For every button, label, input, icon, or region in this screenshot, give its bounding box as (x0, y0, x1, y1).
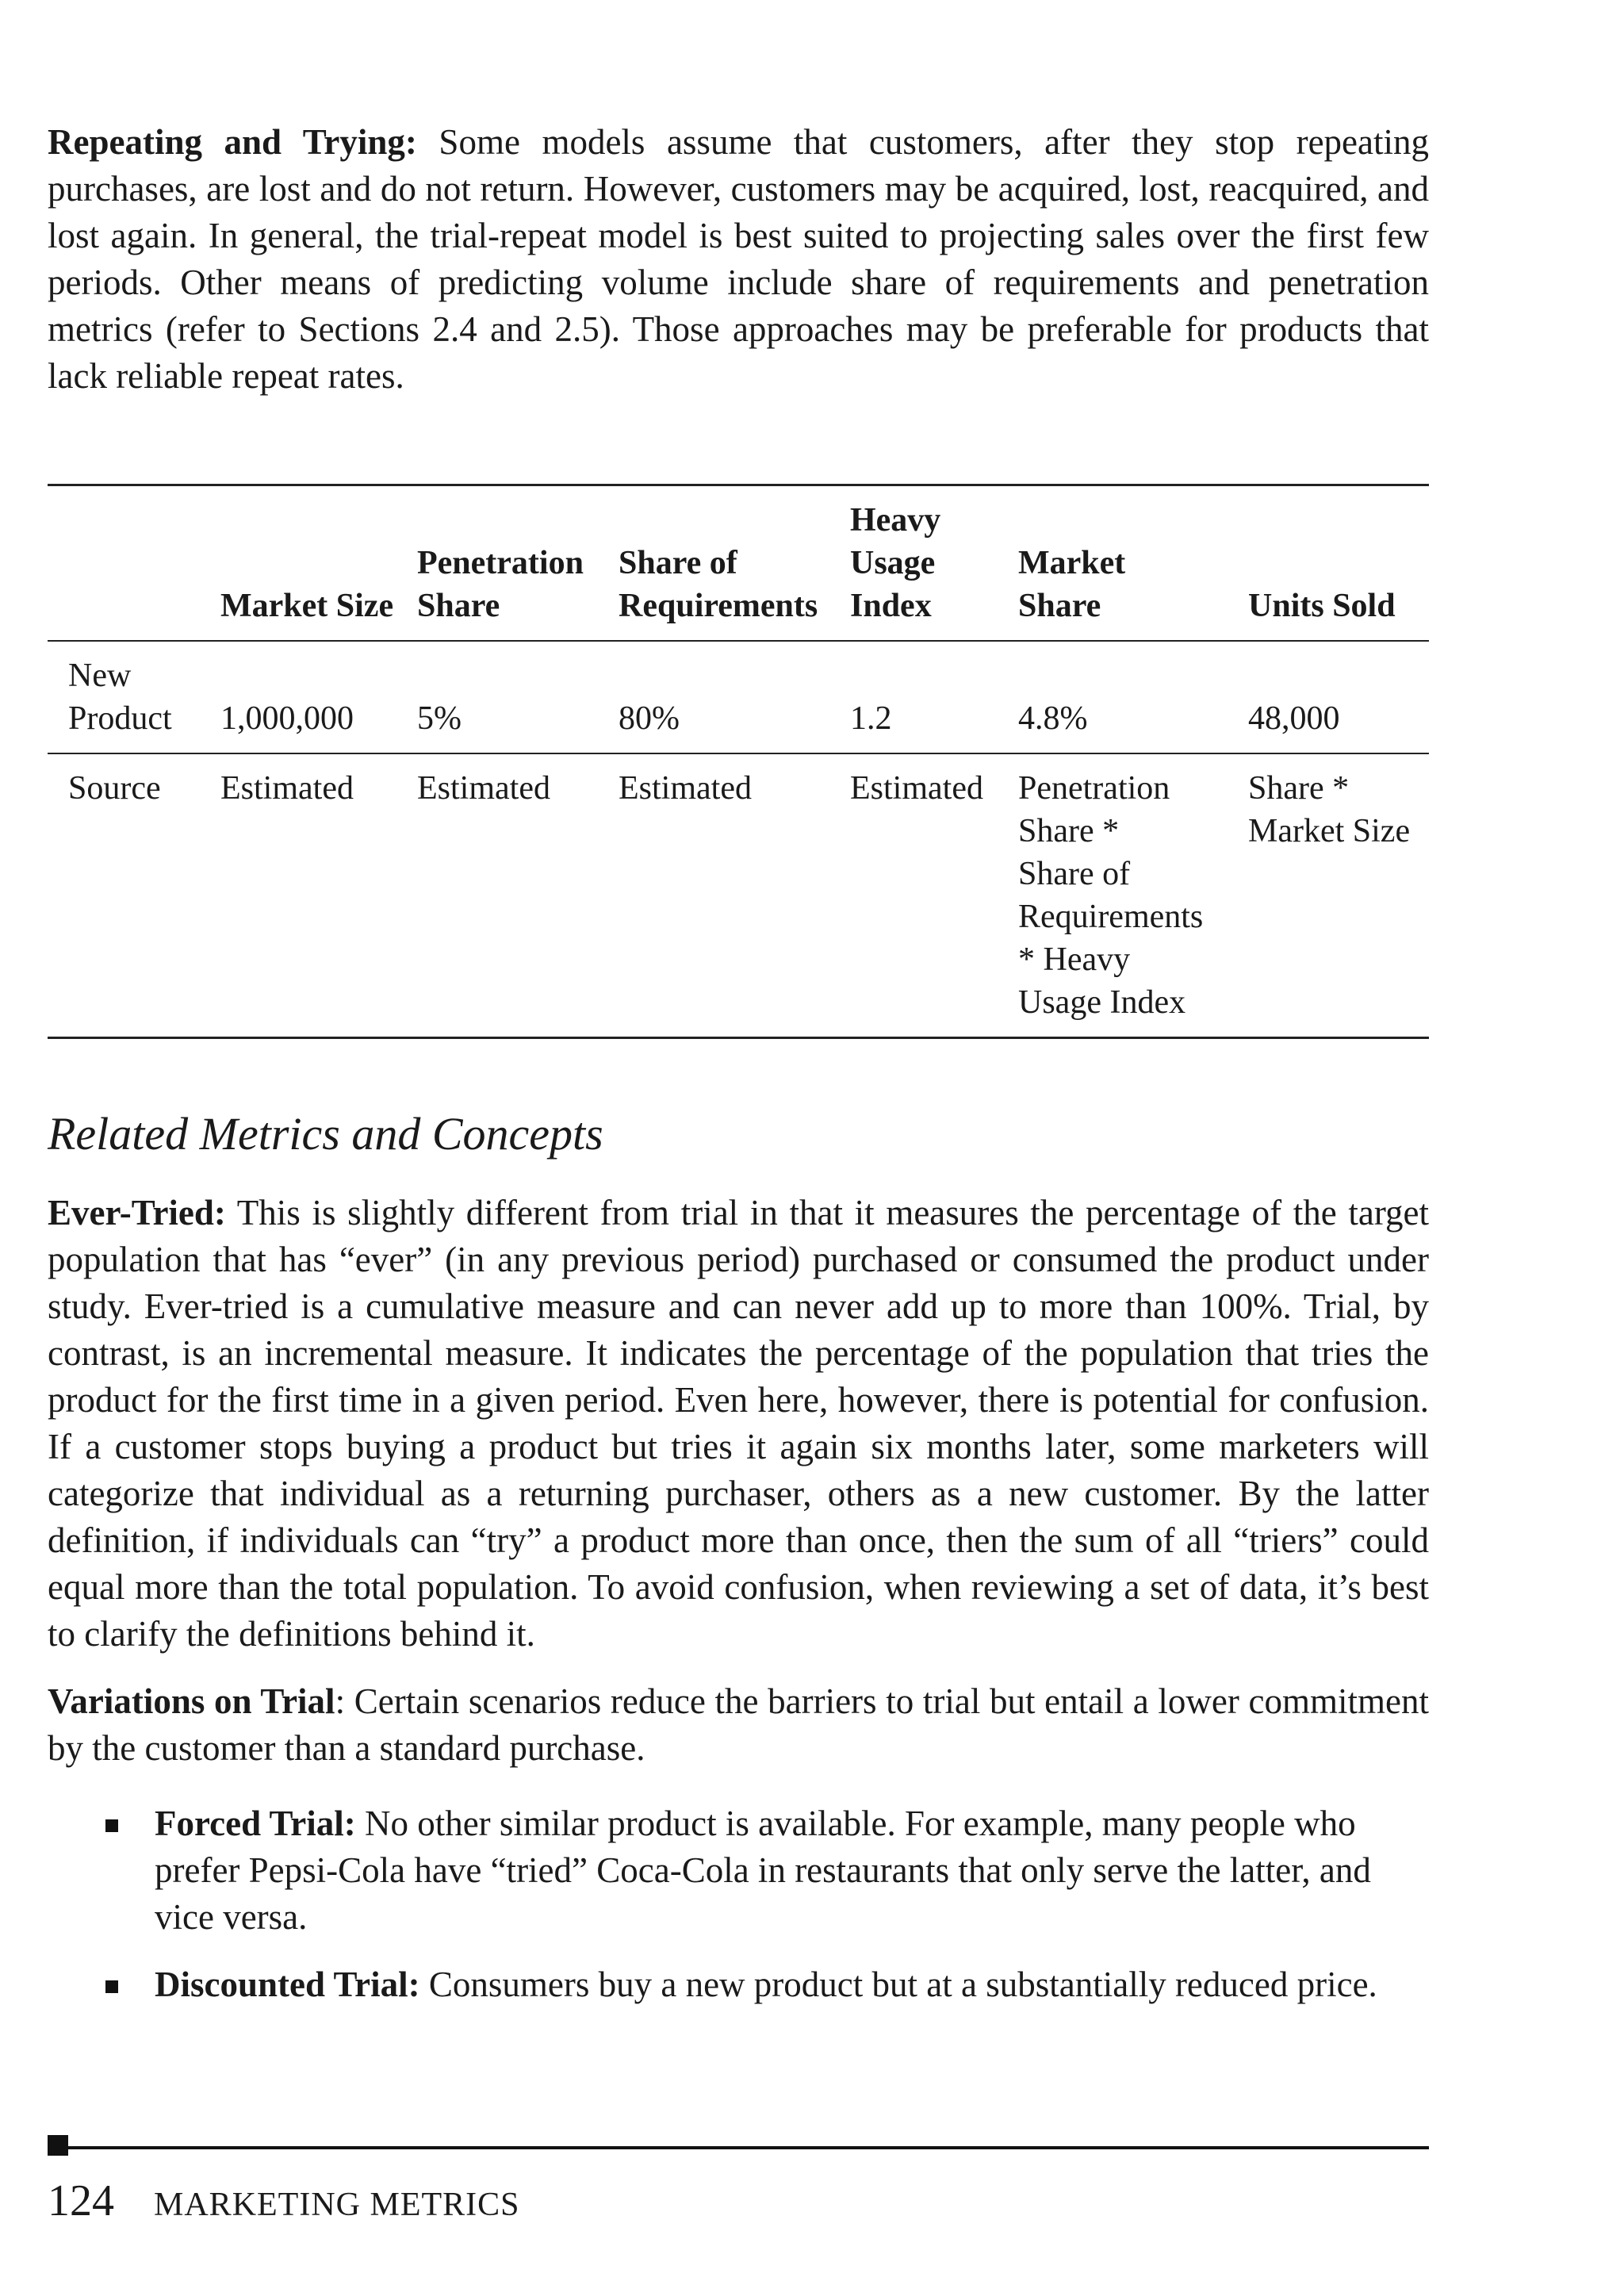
table-header-cell: Share of Requirements (619, 545, 818, 624)
bullet-text: Consumers buy a new product but at a substantially reduced price. (419, 1965, 1377, 2004)
table-cell: Estimated (619, 770, 752, 807)
list-item (155, 1961, 1429, 2008)
table-header-cell: Heavy Usage Index (850, 502, 941, 624)
table-cell: New Product (68, 657, 172, 737)
table-cell: Share * Market Size (1248, 770, 1411, 849)
list-item (155, 1800, 1429, 1941)
bullet-lead: Forced Trial: (155, 1804, 356, 1843)
table-header-cell (48, 485, 220, 642)
footer-rule (48, 2146, 1429, 2149)
bullet-square-icon (105, 1980, 118, 1993)
table-cell: Source (68, 770, 161, 807)
table-cell: 48,000 (1248, 700, 1340, 737)
table-cell: 1,000,000 (220, 700, 354, 737)
bullet-lead: Discounted Trial: (155, 1965, 420, 2004)
table-header-row (48, 485, 1429, 642)
table-cell: 1.2 (850, 700, 892, 737)
paragraph-text: Some models assume that customers, after they stop repeating purchases, are lost and do not return. However, customers may be acquired, lost, reacquired, and lost again. In general, the trial-repeat model is best suited to projecting sales over the first few periods. Other means of predicting volume include share of requirements and penetration metrics (refer to Sections 2.4 and 2.5). Those approaches may be preferable for products that lack reliable repeat rates. (48, 122, 1429, 396)
table-cell: 80% (619, 700, 680, 737)
intro-section (48, 119, 1429, 400)
table-cell: 5% (417, 700, 462, 737)
footer-square-icon (48, 2135, 68, 2156)
page-number: 124 (48, 2176, 114, 2225)
table-cell: Estimated (417, 770, 550, 807)
bullet-text: No other similar product is available. For example, many people who prefer Pepsi-Cola have “tried” Coca-Cola in restaurants that only serve the latter, and vice versa. (155, 1804, 1371, 1937)
paragraph-lead: Ever-Tried: (48, 1193, 226, 1233)
table-row (48, 641, 1429, 753)
section-heading: Related Metrics and Concepts (48, 1108, 603, 1160)
paragraph-text: This is slightly different from trial in that it measures the percentage of the target population that has “ever” (in any previous period) purchased or consumed the product under study. Ever-tried is a cumulative measure and can never add up to more than 100%. Trial, by contrast, is an incremental measure. It indicates the percentage of the population that tries the product for the first time in a given period. Even here, however, there is potential for confusion. If a customer stops buying a product but tries it again six months later, some marketers will categorize that individual as a returning purchaser, others as a new customer. By the latter definition, if individuals can “try” a product more than once, then the sum of all “triers” could equal more than the total population. To avoid confusion, when reviewing a set of data, it’s best to clarify the definitions behind it. (48, 1193, 1429, 1654)
table-row (48, 753, 1429, 1038)
table-cell: Estimated (220, 770, 354, 807)
paragraph-lead: Repeating and Trying: (48, 122, 417, 162)
variations-paragraph (48, 1678, 1429, 1772)
metrics-table (48, 484, 1429, 1039)
table-header-cell: Units Sold (1248, 588, 1396, 624)
table-cell: Penetration Share * Share of Requirements * Heavy Usage Index (1018, 770, 1204, 1021)
table-header-cell: Penetration Share (417, 545, 584, 624)
related-metrics-section (48, 1190, 1429, 2029)
table-header-cell: Market Size (220, 588, 394, 624)
bullet-list (48, 1800, 1429, 2008)
table-cell: 4.8% (1018, 700, 1088, 737)
running-title: MARKETING METRICS (154, 2187, 520, 2223)
paragraph-lead: Variations on Trial (48, 1681, 335, 1721)
page-footer (48, 2173, 520, 2233)
ever-tried-paragraph (48, 1190, 1429, 1658)
table-header-cell: Market Share (1018, 545, 1126, 624)
repeating-trying-paragraph (48, 119, 1429, 400)
paragraph-text: : Certain scenarios reduce the barriers to trial but entail a lower commitment by the customer than a standard purchase. (48, 1681, 1429, 1768)
bullet-square-icon (105, 1819, 118, 1832)
table-cell: Estimated (850, 770, 983, 807)
